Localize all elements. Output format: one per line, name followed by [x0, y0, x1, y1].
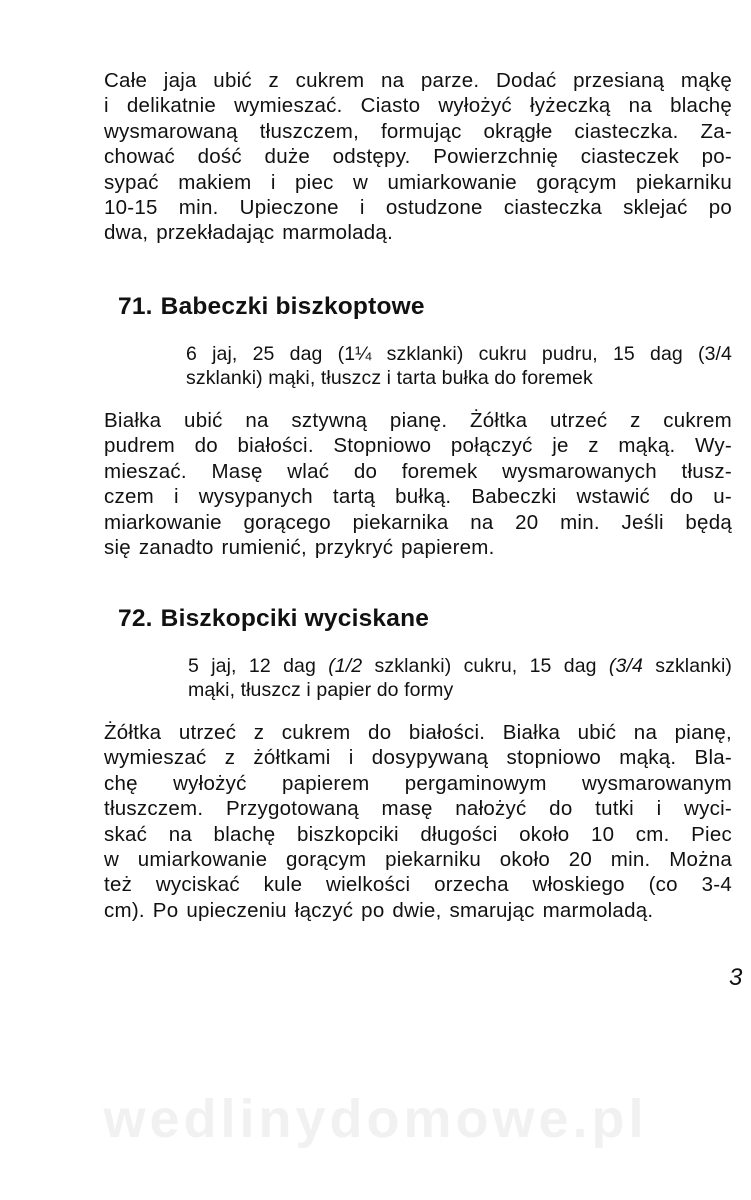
recipe-71-heading — [118, 293, 425, 321]
ingredients-text: szklanki) — [642, 655, 732, 677]
intro-paragraph — [104, 68, 732, 246]
page-number: 3 — [729, 964, 743, 991]
text-line: skać na blachę biszkopciki długości około 10 cm. Piec — [104, 822, 732, 846]
ingredients-fraction: (3/4 — [608, 655, 643, 677]
ingredients-line: szklanki) mąki, tłuszcz i tarta bułka do foremek — [186, 366, 593, 389]
text-line: tłuszczem. Przygotowaną masę nałożyć do tutki i wyci- — [104, 797, 732, 821]
ingredients-line: 6 jaj, 25 dag (1¼ szklanki) cukru pudru, 15 dag (3/4 — [186, 343, 732, 365]
text-line: mieszać. Masę wlać do foremek wysmarowanych tłusz- — [104, 459, 732, 483]
text-line: cm). Po upieczeniu łączyć po dwie, smarując marmoladą. — [104, 898, 654, 922]
text-line: miarkowanie gorącego piekarnika na 20 min. Jeśli będą — [104, 510, 732, 534]
recipe-number: 72. — [118, 605, 153, 632]
text-line: pudrem do białości. Stopniowo połączyć je z mąką. Wy- — [104, 434, 732, 458]
text-line: i delikatnie wymieszać. Ciasto wyłożyć łyżeczką na blachę — [104, 94, 732, 118]
text-line: 10-15 min. Upieczone i ostudzone ciasteczka sklejać po — [104, 196, 732, 220]
text-line: czem i wysypanych tartą bułką. Babeczki wstawić do u- — [104, 485, 732, 509]
text-line: chować dość duże odstępy. Powierzchnię ciasteczek po- — [104, 145, 732, 169]
ingredients-fraction: (1/2 — [328, 655, 363, 677]
ingredients-line — [188, 655, 732, 679]
ingredients-line: mąki, tłuszcz i papier do formy — [188, 678, 454, 701]
recipe-71-ingredients — [186, 343, 732, 390]
text-line: Żółtka utrzeć z cukrem do białości. Białka ubić na pianę, — [104, 721, 732, 744]
recipe-72-method — [104, 720, 732, 923]
recipe-72-heading — [118, 605, 429, 633]
watermark: wedlinydomowe.pl — [103, 1089, 648, 1149]
text-line: Białka ubić na sztywną pianę. Żółtka utrzeć z cukrem — [104, 409, 732, 432]
recipe-71-method — [104, 408, 732, 560]
text-line: sypać makiem i piec w umiarkowanie gorącym piekarniku — [104, 170, 732, 194]
text-line: chę wyłożyć papierem pergaminowym wysmarowanym — [104, 771, 732, 795]
text-line: wymieszać z żółtkami i dosypywaną stopniowo mąką. Bla- — [104, 746, 732, 770]
text-line: też wyciskać kule wielkości orzecha włoskiego (co 3-4 — [104, 873, 732, 897]
text-line: się zanadto rumienić, przykryć papierem. — [104, 536, 495, 560]
recipe-72-ingredients — [188, 655, 732, 702]
ingredients-text: 5 jaj, 12 dag — [188, 655, 329, 677]
text-line: w umiarkowanie gorącym piekarniku około 20 min. Można — [104, 848, 732, 872]
recipe-title: Babeczki biszkoptowe — [160, 293, 425, 320]
recipe-number: 71. — [118, 293, 153, 320]
ingredients-text: szklanki) cukru, 15 dag — [362, 655, 609, 677]
text-line: Całe jaja ubić z cukrem na parze. Dodać przesianą mąkę — [104, 69, 732, 92]
recipe-title: Biszkopciki wyciskane — [160, 605, 430, 632]
text-line: dwa, przekładając marmoladą. — [104, 221, 394, 245]
text-line: wysmarowaną tłuszczem, formując okrągłe ciasteczka. Za- — [104, 119, 732, 143]
